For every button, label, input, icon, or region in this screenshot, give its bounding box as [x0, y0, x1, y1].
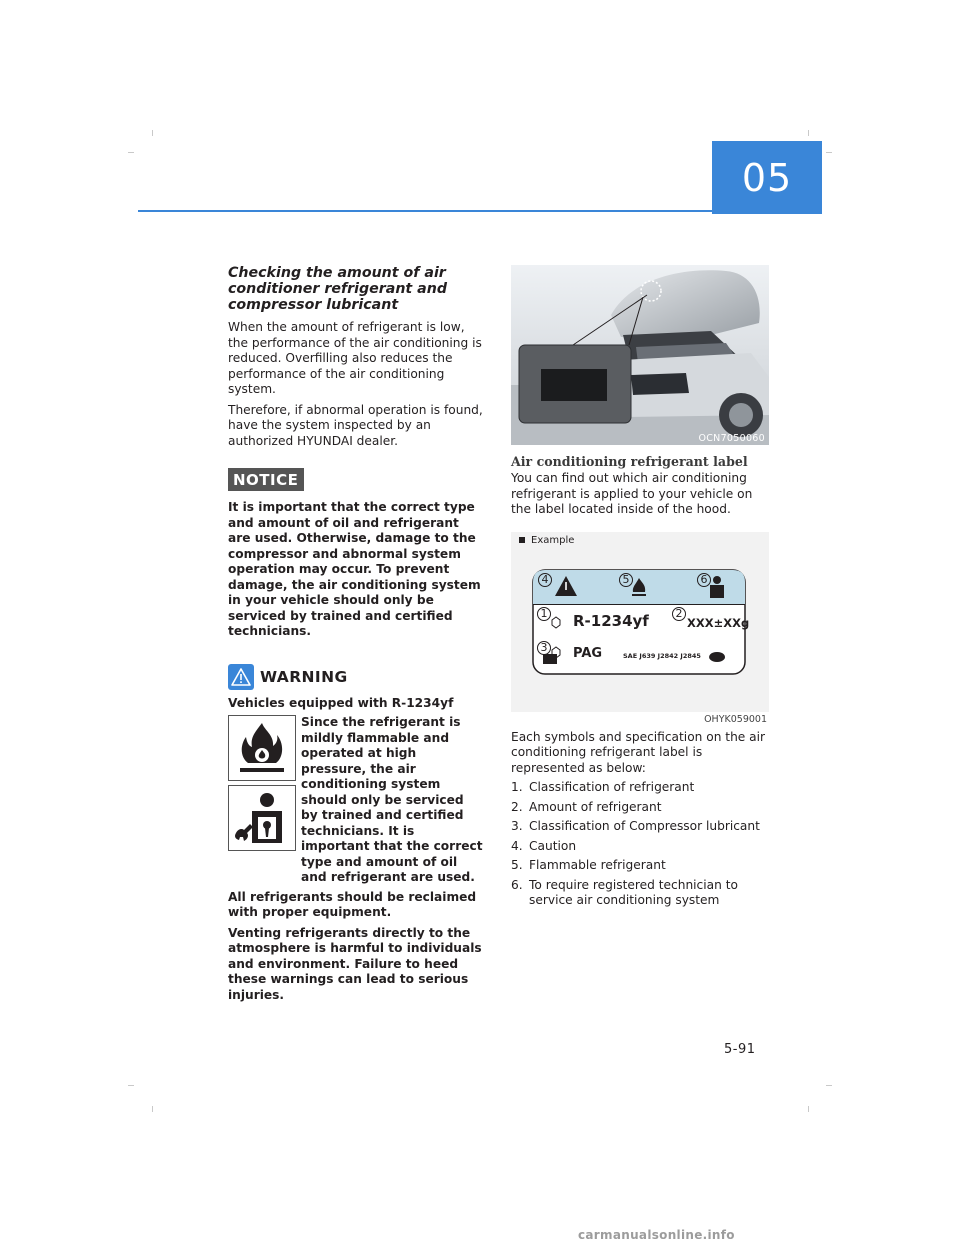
refrigerant-amount: XXX±XXg — [687, 615, 750, 630]
section-title: Checking the amount of air conditioner refrigerant and compressor lubricant — [228, 265, 447, 313]
warning-symbols-block — [228, 715, 484, 886]
hood-label-photo — [511, 265, 769, 445]
chapter-tab — [712, 141, 822, 214]
refrigerant-type: R-1234yf — [573, 611, 649, 630]
crop-mark — [826, 1085, 832, 1086]
label-number-1: 1 — [537, 607, 551, 621]
paragraph: Therefore, if abnormal operation is found, have the system inspected by an authorized HYUNDAI dealer. — [228, 402, 483, 448]
intro-paragraph: You can find out which air conditioning refrigerant is applied to your vehicle on the label located inside of the hood. — [511, 471, 753, 516]
figure-title: Air conditioning refrigerant label — [511, 454, 748, 469]
crop-mark — [128, 1085, 134, 1086]
warning-paragraph: All refrigerants should be reclaimed with proper equipment. — [228, 889, 477, 919]
list-item: 3. Classification of Compressor lubricant — [511, 819, 760, 833]
right-column — [511, 265, 769, 913]
list-item: 2. Amount of refrigerant — [511, 799, 662, 814]
list-item: 6. To require registered technician to service air conditioning system — [511, 877, 738, 907]
label-number-6: 6 — [697, 573, 711, 587]
crop-mark — [128, 152, 134, 153]
figure-caption: Example — [519, 535, 574, 546]
list-item: 1. Classification of refrigerant — [511, 780, 695, 794]
warning-title: WARNING — [260, 667, 348, 686]
notice-badge: NOTICE — [228, 468, 304, 491]
label-standards: SAE J639 J2842 J2845 — [623, 651, 701, 660]
paragraph: When the amount of refrigerant is low, the performance of the air conditioning is reduced. Overfilling also reduces the performance of the air conditioning system. — [228, 320, 482, 396]
label-number-2: 2 — [672, 607, 686, 621]
crop-mark — [152, 130, 153, 136]
left-column — [228, 265, 484, 1003]
symbol-list — [511, 780, 769, 909]
warning-paragraph: Venting refrigerants directly to the atmosphere is harmful to individuals and environment. Failure to heed these warnings can lead to serious injuries. — [228, 925, 482, 1002]
crop-mark — [808, 130, 809, 136]
warning-header — [228, 664, 484, 690]
refrigerant-label-figure — [511, 532, 769, 725]
crop-mark — [152, 1106, 153, 1112]
explanation-paragraph: Each symbols and specification on the air conditioning refrigerant label is represented as below: — [511, 729, 766, 775]
list-item: 4. Caution — [511, 838, 577, 853]
crop-mark — [808, 1106, 809, 1112]
chapter-number: 05 — [741, 155, 793, 200]
warning-icon — [228, 664, 254, 690]
label-number-4: 4 — [538, 573, 552, 587]
lubricant-type: PAG — [573, 645, 603, 661]
photo-code: OCN7050060 — [698, 433, 765, 444]
crop-mark — [826, 152, 832, 153]
technician-service-icon — [228, 785, 296, 851]
warning-subtitle: Vehicles equipped with R-1234yf — [228, 695, 454, 710]
page-number: 5-91 — [724, 1042, 756, 1057]
label-number-3: 3 — [537, 641, 551, 655]
label-number-5: 5 — [619, 573, 633, 587]
warning-side-text: Since the refrigerant is mildly flammable and operated at high pressure, the air conditioning system should only be serviced by trained and certified technicians. It is important that the correct type and amount of oil and refrigerant are used. — [301, 715, 483, 884]
header-rule — [138, 210, 712, 212]
flammable-icon — [228, 715, 296, 781]
symbol-column — [228, 715, 298, 886]
list-item: 5. Flammable refrigerant — [511, 858, 666, 872]
label-figure-code: OHYK059001 — [704, 713, 767, 725]
watermark-link[interactable]: carmanualsonline.info — [578, 1228, 735, 1242]
notice-text: It is important that the correct type and amount of oil and refrigerant are used. Otherwise, damage to the compressor and abnormal system operation may occur. To prevent damage, the air conditioning system in your vehicle should only be serviced by trained and certified technicians. — [228, 500, 481, 638]
